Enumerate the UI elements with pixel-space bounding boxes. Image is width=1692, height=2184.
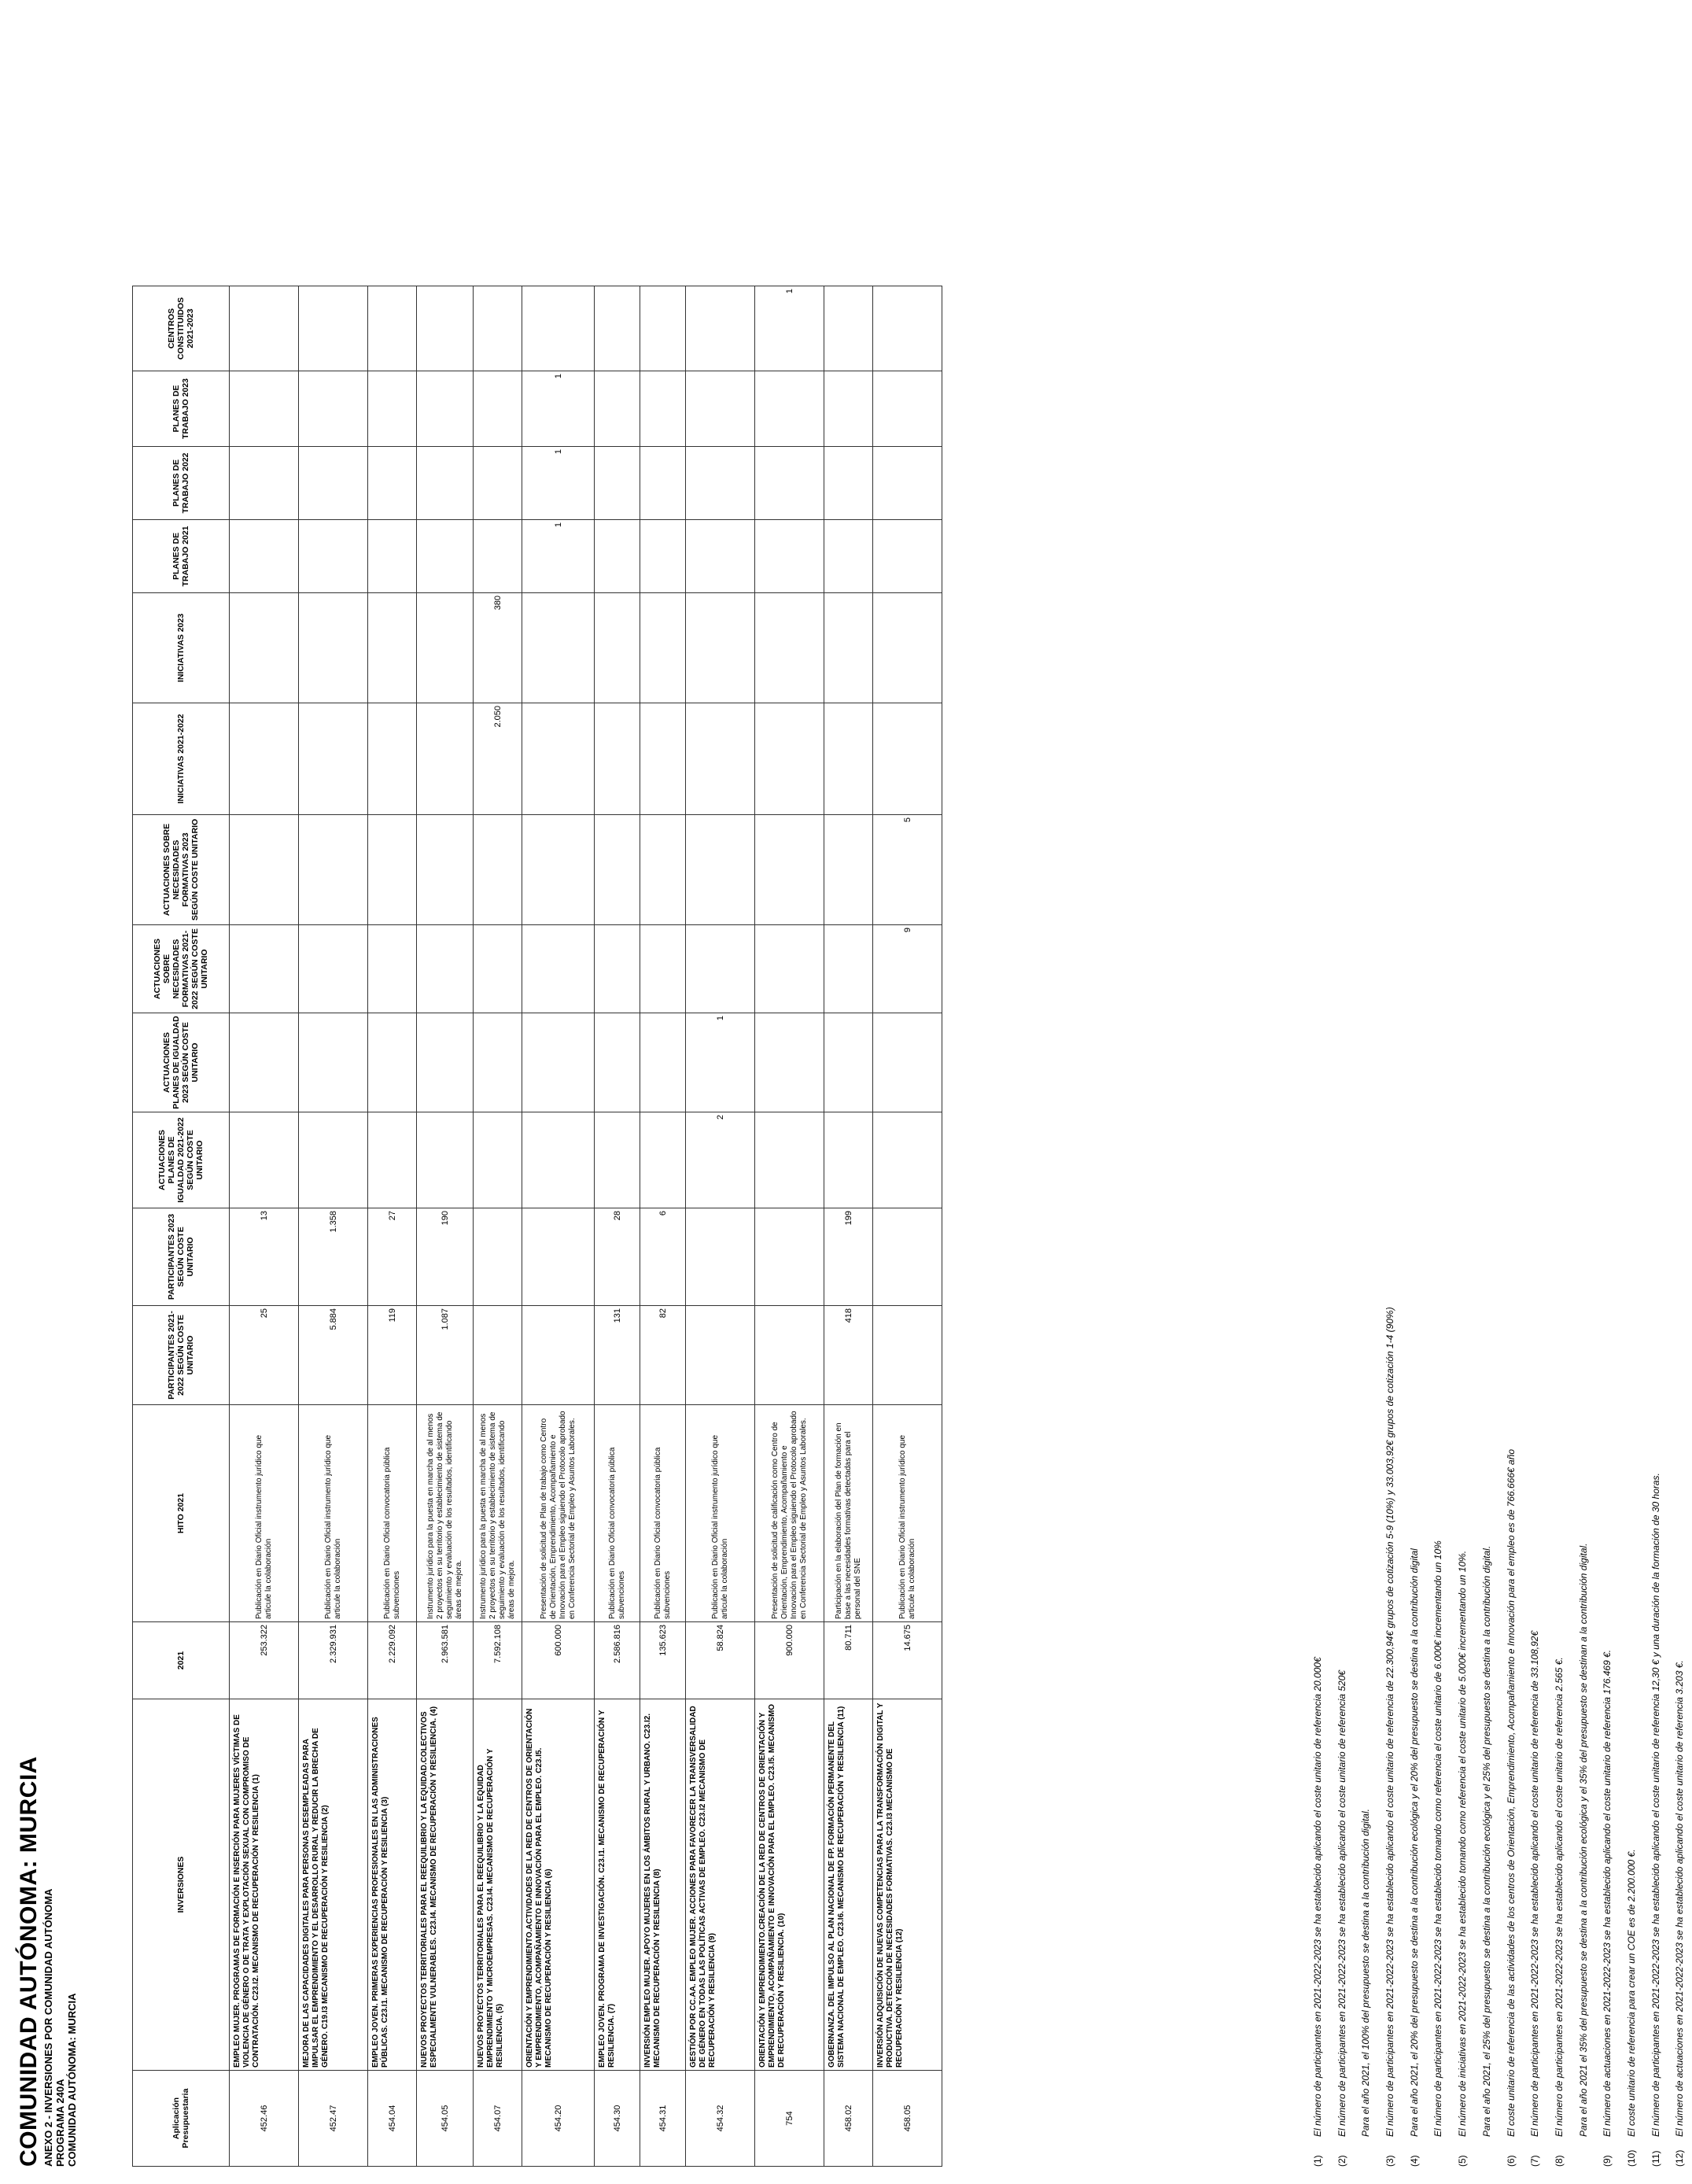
footnote-number: (7) <box>1529 2155 1541 2167</box>
milestone-cell: Participación en la elaboración del Plan de formación en base a las necesidades formativas detectadas para el personal del SNE <box>824 1405 873 1622</box>
value-cell <box>686 286 755 371</box>
value-cell <box>640 286 686 371</box>
value-cell <box>474 1208 522 1306</box>
value-cell <box>299 593 368 703</box>
value-cell <box>417 593 474 703</box>
footnote-number: (3) <box>1384 2155 1396 2167</box>
value-cell <box>755 815 824 925</box>
value-cell <box>230 925 299 1013</box>
footnote-text: El número de iniciativas en 2021-2022-2023 se ha establecido tomando como referencia el coste unitario de 5.000€ incrementando un 10%. <box>1457 1550 1469 2137</box>
value-cell <box>824 593 873 703</box>
value-cell <box>417 286 474 371</box>
footnote <box>1378 42 1403 2167</box>
amount-2021-cell: 80.711 <box>824 1622 873 1699</box>
milestone-cell: Publicación en Diario Oficial instrumento jurídico que articule la colaboración <box>230 1405 299 1622</box>
value-cell <box>824 1112 873 1208</box>
value-cell <box>417 447 474 520</box>
value-cell: 1 <box>755 286 824 371</box>
investment-cell: NUEVOS PROYECTOS TERRITORIALES PARA EL REEQUILIBRIO Y LA EQUIDAD EMPRENDIMIENTO Y MICROEMPRESAS. C23.I4. MECANISMO DE RECUPERACIÓN Y RESILIENCIA. (5) <box>474 1699 522 2071</box>
value-cell <box>474 1306 522 1405</box>
value-cell <box>595 371 640 447</box>
value-cell <box>474 286 522 371</box>
footnote-number: (9) <box>1602 2155 1613 2167</box>
column-header: HITO 2021 <box>133 1405 230 1622</box>
value-cell <box>230 447 299 520</box>
value-cell <box>755 1112 824 1208</box>
footnote <box>1523 42 1547 2167</box>
table-row <box>755 286 824 2167</box>
value-cell <box>595 593 640 703</box>
value-cell: 380 <box>474 593 522 703</box>
footnote <box>1403 42 1427 2167</box>
value-cell <box>640 925 686 1013</box>
footnote <box>1595 42 1620 2167</box>
value-cell <box>368 815 417 925</box>
value-cell <box>824 925 873 1013</box>
value-cell <box>873 1013 942 1112</box>
amount-2021-cell: 900.000 <box>755 1622 824 1699</box>
value-cell: 2.050 <box>474 703 522 815</box>
value-cell <box>474 815 522 925</box>
value-cell: 199 <box>824 1208 873 1306</box>
value-cell <box>595 447 640 520</box>
value-cell <box>474 1013 522 1112</box>
value-cell <box>230 1013 299 1112</box>
value-cell <box>824 703 873 815</box>
value-cell <box>417 371 474 447</box>
table-row <box>686 286 755 2167</box>
footnote <box>1451 42 1475 2167</box>
value-cell <box>595 1013 640 1112</box>
value-cell <box>824 286 873 371</box>
footnote-text: Para el año 2021, el 25% del presupuesto se destina a la contribución ecológica y el 25% del presupuesto se destina a la contribución digital. <box>1480 1545 1492 2137</box>
footnote <box>1475 42 1499 2167</box>
footnote-number: (8) <box>1553 2155 1565 2167</box>
value-cell <box>522 1013 595 1112</box>
value-cell: 6 <box>640 1208 686 1306</box>
footnote-number: (11) <box>1650 2150 1661 2167</box>
value-cell <box>368 1112 417 1208</box>
milestone-cell: Publicación en Diario Oficial instrumento jurídico que articule la colaboración <box>686 1405 755 1622</box>
value-cell <box>230 371 299 447</box>
value-cell: 1.358 <box>299 1208 368 1306</box>
value-cell: 1 <box>522 520 595 593</box>
value-cell <box>873 1112 942 1208</box>
value-cell: 5 <box>873 815 942 925</box>
investment-cell: EMPLEO MUJER. PROGRAMAS DE FORMACIÓN E INSERCIÓN PARA MUJERES VÍCTIMAS DE VIOLENCIA DE GÉNERO O DE TRATA Y EXPLOTACIÓN SEXUAL CON COMPROMISO DE CONTRATACIÓN. C23.I2. MECANISMO DE RECUPERACIÓN Y RESILIENCIA (1) <box>230 1699 299 2071</box>
column-header: PLANES DE TRABAJO 2021 <box>133 520 230 593</box>
amount-2021-cell: 2.229.092 <box>368 1622 417 1699</box>
footnote-text: El número de participantes en 2021-2022-2023 se ha establecido tomando como referencia el coste unitario de 6.000€ incrementando un 10% <box>1432 1540 1444 2137</box>
column-header: PLANES DE TRABAJO 2023 <box>133 371 230 447</box>
value-cell <box>686 593 755 703</box>
value-cell <box>595 815 640 925</box>
footnotes <box>1306 42 1692 2167</box>
value-cell <box>595 286 640 371</box>
footnote <box>1644 42 1668 2167</box>
value-cell <box>686 371 755 447</box>
value-cell: 13 <box>230 1208 299 1306</box>
value-cell <box>417 815 474 925</box>
value-cell <box>368 371 417 447</box>
amount-2021-cell: 600.000 <box>522 1622 595 1699</box>
investment-cell: GOBERNANZA. DEL IMPULSO AL PLAN NACIONAL DE FP. FORMACIÓN PERMANENTE DEL SISTEMA NACIONAL DE EMPLEO. C23.I6. MECANISMO DE RECUPERACIÓN Y RESILIENCIA (11) <box>824 1699 873 2071</box>
value-cell <box>299 815 368 925</box>
budget-code-cell: 454.31 <box>640 2071 686 2167</box>
value-cell <box>873 593 942 703</box>
column-header: PLANES DE TRABAJO 2022 <box>133 447 230 520</box>
footnote-text: El número de participantes en 2021-2022-2023 se ha establecido aplicando el coste unitario de referencia 2.565 €. <box>1553 1657 1565 2137</box>
value-cell <box>522 815 595 925</box>
budget-code-cell: 454.04 <box>368 2071 417 2167</box>
footnote-text: Para el año 2021, el 20% del presupuesto se destina a la contribución ecológica y el 20% del presupuesto se destina a la contribución digital <box>1408 1548 1420 2137</box>
value-cell <box>640 520 686 593</box>
value-cell <box>755 1306 824 1405</box>
value-cell <box>368 593 417 703</box>
value-cell <box>640 1013 686 1112</box>
value-cell <box>755 1208 824 1306</box>
milestone-cell: Instrumento jurídico para la puesta en marcha de al menos 2 proyectos en su territorio y establecimiento de sistema de seguimiento y evaluación de los resultados, identificando áreas de mejora. <box>417 1405 474 1622</box>
column-header: INICIATIVAS 2021-2022 <box>133 703 230 815</box>
column-header: CENTROS CONSTITUIDOS 2021-2023 <box>133 286 230 371</box>
value-cell <box>299 1112 368 1208</box>
community-line: COMUNIDAD AUTÓNOMA: MURCIA <box>66 1993 78 2167</box>
value-cell <box>368 286 417 371</box>
value-cell <box>755 703 824 815</box>
footnote-text: El número de actuaciones en 2021-2022-2023 se ha establecido aplicando el coste unitario de referencia 3.203 €. <box>1674 1660 1686 2137</box>
value-cell <box>368 703 417 815</box>
column-header: ACTUACIONES SOBRE NECESIDADES FORMATIVAS 2023 SEGÚN COSTE UNITARIO <box>133 815 230 925</box>
milestone-cell: Publicación en Diario Oficial convocatoria pública subvenciones <box>595 1405 640 1622</box>
investment-cell: NUEVOS PROYECTOS TERRITORIALES PARA EL REEQUILIBRIO Y LA EQUIDAD.COLECTIVOS ESPECIALMENTE VULNERABLES. C23.I4. MECANISMO DE RECUPERACIÓN Y RESILIENCIA. (4) <box>417 1699 474 2071</box>
value-cell <box>417 520 474 593</box>
column-header: ACTUACIONES PLANES DE IGUALDAD 2023 SEGÚN COSTE UNITARIO <box>133 1013 230 1112</box>
footnote <box>1547 42 1572 2167</box>
value-cell <box>873 703 942 815</box>
table-row <box>417 286 474 2167</box>
value-cell <box>640 1112 686 1208</box>
value-cell <box>417 1013 474 1112</box>
value-cell <box>417 703 474 815</box>
program-line: PROGRAMA 240A <box>54 2079 66 2167</box>
value-cell <box>640 703 686 815</box>
investment-cell: INVERSIÓN EMPLEO MUJER. APOYO MUJERES EN LOS ÁMBITOS RURAL Y URBANO. C23.I2. MECANISMO DE RECUPERACIÓN Y RESILIENCIA (8) <box>640 1699 686 2071</box>
amount-2021-cell: 58.824 <box>686 1622 755 1699</box>
investment-cell: EMPLEO JOVEN. PRIMERAS EXPERIENCIAS PROFESIONALES EN LAS ADMINISTRACIONES PÚBLICAS. C23.I1. MECANISMO DE RECUPERACIÓN Y RESILIENCIA (3) <box>368 1699 417 2071</box>
value-cell: 28 <box>595 1208 640 1306</box>
column-header: ACTUACIONES SOBRE NECESIDADES FORMATIVAS 2021-2022 SEGÚN COSTE UNITARIO <box>133 925 230 1013</box>
footnote-text: Para el año 2021, el 100% del presupuesto se destina a la contribución digital. <box>1360 1809 1372 2137</box>
value-cell <box>522 925 595 1013</box>
table-row <box>522 286 595 2167</box>
milestone-cell: Presentación de solicitud de Plan de trabajo como Centro de Orientación, Emprendimiento, Acompañamiento e Innovación para el Empleo siguiendo el Protocolo aprobado en Conferencia Sectorial de Empleo y Asuntos Laborales. <box>522 1405 595 1622</box>
investment-cell: MEJORA DE LAS CAPACIDADES DIGITALES PARA PERSONAS DESEMPLEADAS PARA IMPULSAR EL EMPRENDIMIENTO Y EL DESARROLLO RURAL Y REDUCIR LA BRECHA DE GÉNERO. C19.I3 MECANISMO DE RECUPERACIÓN Y RESILIENCIA (2) <box>299 1699 368 2071</box>
value-cell <box>474 447 522 520</box>
value-cell: 1 <box>522 371 595 447</box>
milestone-cell: Publicación en Diario Oficial convocatoria pública subvenciones <box>640 1405 686 1622</box>
value-cell <box>368 1013 417 1112</box>
table-row <box>640 286 686 2167</box>
value-cell <box>595 520 640 593</box>
budget-code-cell: 454.05 <box>417 2071 474 2167</box>
value-cell <box>640 593 686 703</box>
budget-code-cell: 454.30 <box>595 2071 640 2167</box>
value-cell: 131 <box>595 1306 640 1405</box>
value-cell: 190 <box>417 1208 474 1306</box>
amount-2021-cell: 14.675 <box>873 1622 942 1699</box>
value-cell <box>755 371 824 447</box>
amount-2021-cell: 2.586.816 <box>595 1622 640 1699</box>
amount-2021-cell: 253.322 <box>230 1622 299 1699</box>
value-cell <box>824 447 873 520</box>
value-cell: 25 <box>230 1306 299 1405</box>
value-cell <box>299 520 368 593</box>
footnote-text: El número de participantes en 2021-2022-2023 se ha establecido aplicando el coste unitario de referencia de 33.108,92€ <box>1529 1630 1541 2137</box>
budget-code-cell: 454.07 <box>474 2071 522 2167</box>
value-cell <box>686 520 755 593</box>
footnote <box>1354 42 1378 2167</box>
table-row <box>873 286 942 2167</box>
investment-cell: ORIENTACIÓN Y EMPRENDIMIENTO.ACTIVIDADES DE LA RED DE CENTROS DE ORIENTACIÓN Y EMPRENDIMIENTO, ACOMPAÑAMIENTO E INNOVACIÓN PARA EL EMPLEO. C23.I5. MECANISMO DE RECUPERACIÓN Y RESILIENCIA (6) <box>522 1699 595 2071</box>
value-cell: 82 <box>640 1306 686 1405</box>
value-cell <box>686 815 755 925</box>
document-header <box>16 1756 78 2167</box>
column-header: INVERSIONES <box>133 1699 230 2071</box>
value-cell <box>686 703 755 815</box>
value-cell <box>522 286 595 371</box>
budget-code-cell: 452.46 <box>230 2071 299 2167</box>
value-cell <box>640 447 686 520</box>
footnote-number: (4) <box>1408 2155 1420 2167</box>
value-cell <box>755 520 824 593</box>
value-cell <box>755 593 824 703</box>
value-cell <box>522 1208 595 1306</box>
value-cell <box>640 815 686 925</box>
value-cell <box>522 593 595 703</box>
value-cell <box>686 1306 755 1405</box>
amount-2021-cell: 7.592.108 <box>474 1622 522 1699</box>
investment-cell: GESTIÓN POR CC.AA. EMPLEO MUJER. ACCIONES PARA FAVORECER LA TRANSVERSALIDAD DE GÉNERO EN TODAS LAS POLÍTICAS ACTIVAS DE EMPLEO. C23.I2 MECANISMO DE RECUPERACIÓN Y RESILIENCIA (9) <box>686 1699 755 2071</box>
milestone-cell: Instrumento jurídico para la puesta en marcha de al menos 2 proyectos en su territorio y establecimiento de sistema de seguimiento y evaluación de los resultados, identificando áreas de mejora. <box>474 1405 522 1622</box>
column-header: 2021 <box>133 1622 230 1699</box>
value-cell <box>230 593 299 703</box>
milestone-cell: Publicación en Diario Oficial convocatoria pública subvenciones <box>368 1405 417 1622</box>
footnote <box>1620 42 1644 2167</box>
value-cell <box>368 925 417 1013</box>
table-row <box>474 286 522 2167</box>
budget-code-cell: 754 <box>755 2071 824 2167</box>
value-cell <box>755 447 824 520</box>
footnote-number: (6) <box>1505 2155 1517 2167</box>
value-cell <box>595 1112 640 1208</box>
amount-2021-cell: 2.329.931 <box>299 1622 368 1699</box>
investment-cell: EMPLEO JOVEN. PROGRAMA DE INVESTIGACIÓN. C23.I1. MECANISMO DE RECUPERACIÓN Y RESILIENCIA. (7) <box>595 1699 640 2071</box>
value-cell <box>824 371 873 447</box>
table-header-row <box>133 286 230 2167</box>
footnote-text: El número de participantes en 2021-2022-2023 se ha establecido aplicando el coste unitario de referencia 520€ <box>1336 1669 1347 2137</box>
footnote-number: (1) <box>1312 2155 1323 2167</box>
budget-code-cell: 454.32 <box>686 2071 755 2167</box>
value-cell: 1 <box>522 447 595 520</box>
footnote <box>1572 42 1596 2167</box>
value-cell <box>873 286 942 371</box>
value-cell <box>230 815 299 925</box>
value-cell <box>873 1306 942 1405</box>
value-cell: 5.884 <box>299 1306 368 1405</box>
value-cell <box>368 520 417 593</box>
value-cell <box>474 371 522 447</box>
table-row <box>299 286 368 2167</box>
footnote-text: El número de participantes en 2021-2022-2023 se ha establecido aplicando el coste unitario de referencia 12,30 € y una duración de la formación de 30 horas. <box>1650 1473 1661 2137</box>
value-cell <box>686 447 755 520</box>
value-cell <box>595 703 640 815</box>
value-cell <box>755 1013 824 1112</box>
value-cell <box>824 1013 873 1112</box>
value-cell <box>299 703 368 815</box>
footnote-text: El número de participantes en 2021-2022-2023 se ha establecido aplicando el coste unitario de referencia 20.000€ <box>1312 1657 1323 2137</box>
table-row <box>368 286 417 2167</box>
value-cell <box>417 925 474 1013</box>
value-cell <box>299 371 368 447</box>
value-cell <box>299 1013 368 1112</box>
budget-code-cell: 452.47 <box>299 2071 368 2167</box>
value-cell: 9 <box>873 925 942 1013</box>
value-cell <box>230 286 299 371</box>
value-cell <box>873 520 942 593</box>
footnote <box>1426 42 1451 2167</box>
value-cell <box>230 703 299 815</box>
column-header: PARTICIPANTES 2021-2022 SEGÚN COSTE UNITARIO <box>133 1306 230 1405</box>
footnote-number: (10) <box>1625 2149 1637 2167</box>
value-cell <box>230 520 299 593</box>
value-cell <box>686 1208 755 1306</box>
value-cell <box>824 815 873 925</box>
footnote <box>1330 42 1355 2167</box>
amount-2021-cell: 2.963.581 <box>417 1622 474 1699</box>
value-cell <box>522 703 595 815</box>
footnote-text: El número de participantes en 2021-2022-2023 se ha establecido aplicando el coste unitario de referencia de 22.300,94€ grupos de cotización 5-9 (10%) y 33.003,92€ grupos de cotización 1-4 (90%) <box>1384 1307 1396 2137</box>
value-cell <box>299 447 368 520</box>
milestone-cell: Publicación en Diario Oficial instrumento jurídico que articule la colaboración <box>299 1405 368 1622</box>
footnote-text: Para el año 2021 el 35% del presupuesto se destina a la contribución ecológica y el 35% del presupuesto se destinan a la contribución digital. <box>1577 1543 1589 2137</box>
milestone-cell: Presentación de solicitud de calificación como Centro de Orientación, Emprendimiento, Acompañamiento e Innovación para el Empleo siguiendo el Protocolo aprobado en Conferencia Sectorial de Empleo y Asuntos Laborales. <box>755 1405 824 1622</box>
footnote-text: El coste unitario de referencia para crear un COE es de 2.200.000 €. <box>1625 1849 1637 2137</box>
table-row <box>595 286 640 2167</box>
value-cell <box>417 1112 474 1208</box>
table-row <box>824 286 873 2167</box>
footnote-text: El coste unitario de referencia de las actividades de los centros de Orientación, Emprendimiento, Acompañamiento e Innovación para el empleo es de 766.666€ año <box>1505 1448 1517 2137</box>
column-header: PARTICIPANTES 2023 SEGÚN COSTE UNITARIO <box>133 1208 230 1306</box>
investments-table <box>132 286 942 2167</box>
investment-cell: ORIENTACIÓN Y EMPRENDIMIENTO.CREACIÓN DE LA RED DE CENTROS DE ORIENTACIÓN Y EMPRENDIMIENTO, ACOMPAÑAMIENTO E INNOVACIÓN PARA EL EMPLEO. C23.I5. MECANISMO DE RECUPERACIÓN Y RESILIENCIA. (10) <box>755 1699 824 2071</box>
value-cell: 1 <box>686 1013 755 1112</box>
value-cell <box>824 520 873 593</box>
footnote <box>1668 42 1692 2167</box>
value-cell <box>522 1306 595 1405</box>
value-cell <box>686 925 755 1013</box>
budget-code-cell: 454.20 <box>522 2071 595 2167</box>
document-title: COMUNIDAD AUTÓNOMA: MURCIA <box>16 1756 42 2167</box>
footnote <box>1306 42 1330 2167</box>
annex-line: ANEXO 2 - INVERSIONES POR COMUNIDAD AUTÓNOMA <box>42 1888 54 2167</box>
value-cell <box>474 520 522 593</box>
value-cell: 119 <box>368 1306 417 1405</box>
value-cell <box>755 925 824 1013</box>
value-cell <box>595 925 640 1013</box>
value-cell <box>522 1112 595 1208</box>
value-cell: 418 <box>824 1306 873 1405</box>
value-cell <box>368 447 417 520</box>
value-cell <box>873 1208 942 1306</box>
footnote-text: El número de actuaciones en 2021-2022-2023 se ha establecido aplicando el coste unitario de referencia 176.469 €. <box>1602 1649 1613 2137</box>
investment-cell: INVERSIÓN ADQUISICIÓN DE NUEVAS COMPETENCIAS PARA LA TRANSFORMACIÓN DIGITAL Y PRODUCTIVA. DETECCIÓN DE NECESIDADES FORMATIVAS. C23.I3 MECANISMO DE RECUPERACIÓN Y RESILIENCIA (12) <box>873 1699 942 2071</box>
column-header: ACTUACIONES PLANES DE IGUALDAD 2021-2022 SEGÚN COSTE UNITARIO <box>133 1112 230 1208</box>
footnote-number: (12) <box>1674 2149 1686 2167</box>
value-cell: 2 <box>686 1112 755 1208</box>
value-cell <box>873 447 942 520</box>
value-cell <box>474 925 522 1013</box>
table-row <box>230 286 299 2167</box>
column-header: Aplicación Presupuestaria <box>133 2071 230 2167</box>
column-header: INICIATIVAS 2023 <box>133 593 230 703</box>
value-cell <box>873 371 942 447</box>
value-cell <box>299 925 368 1013</box>
table-body <box>230 286 942 2167</box>
value-cell <box>640 371 686 447</box>
budget-code-cell: 458.05 <box>873 2071 942 2167</box>
budget-code-cell: 458.02 <box>824 2071 873 2167</box>
milestone-cell: Publicación en Diario Oficial instrumento jurídico que articule la colaboración <box>873 1405 942 1622</box>
footnote <box>1499 42 1524 2167</box>
amount-2021-cell: 135.623 <box>640 1622 686 1699</box>
value-cell <box>474 1112 522 1208</box>
footnote-number: (2) <box>1336 2155 1347 2167</box>
value-cell <box>299 286 368 371</box>
value-cell <box>230 1112 299 1208</box>
value-cell: 27 <box>368 1208 417 1306</box>
value-cell: 1.087 <box>417 1306 474 1405</box>
footnote-number: (5) <box>1457 2155 1469 2167</box>
